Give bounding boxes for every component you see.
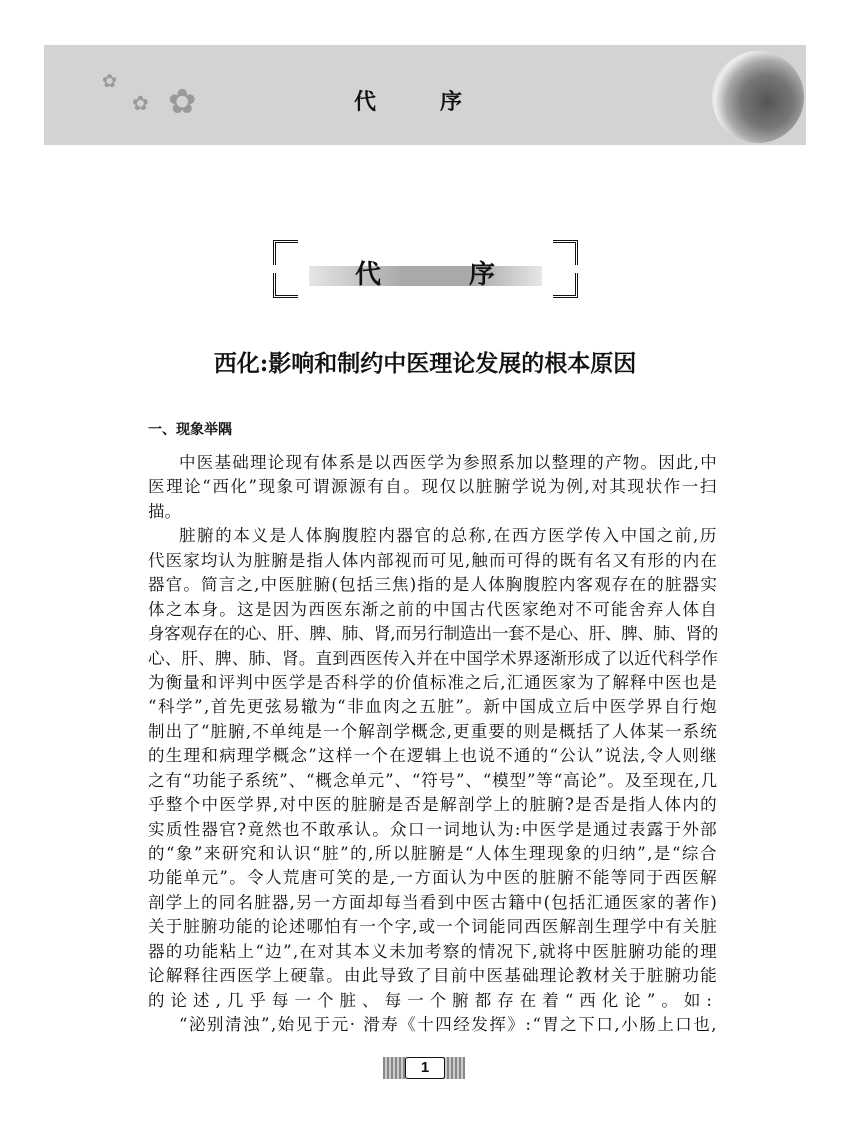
text-line: “泌别清浊”,始见于元· 滑寿《十四经发挥》:“胃之下口,小肠上口也,	[179, 1015, 719, 1035]
flower-icon: ✿	[102, 71, 118, 92]
text-line: 的“象”来研究和认识“脏”的,所以脏腑是“人体生理现象的归纳”,是“综合	[148, 844, 718, 863]
text-line: 体之本身。这是因为西医东渐之前的中国古代医家绝对不可能舍弃人体自	[148, 599, 719, 619]
text-line: 为衡量和评判中医学是否科学的价值标准之后,汇通医家为了解释中医也是	[148, 672, 719, 692]
paragraph	[148, 451, 718, 524]
section-title-frame	[273, 240, 578, 298]
text-line: 身客观存在的心、肝、脾、肺、肾,而另行制造出一套不是心、肝、脾、肺、肾的	[148, 624, 719, 644]
text-line: 关于脏腑功能的论述哪怕有一个字,或一个词能同西医解剖生理学中有关脏	[148, 917, 719, 937]
text-line: 制出了“脏腑,不单纯是一个解剖学概念,更重要的则是概括了人体某一系统	[148, 721, 719, 741]
section-heading: 一、现象举隅	[148, 422, 232, 438]
paragraph	[148, 524, 718, 1013]
section-title-char: 序	[469, 260, 496, 290]
text-line: 功能单元”。令人荒唐可笑的是,一方面认为中医的脏腑不能等同于西医解	[148, 868, 718, 888]
text-line: 乎整个中医学界,对中医的脏腑是否是解剖学上的脏腑?是否是指人体内的	[148, 795, 719, 815]
flower-icon: ✿	[168, 82, 197, 122]
text-line: 脏腑的本义是人体胸腹腔内器官的总称,在西方医学传入中国之前,历	[179, 526, 718, 546]
frame-corner	[273, 240, 298, 265]
frame-corner	[553, 273, 578, 298]
frame-corner	[553, 240, 578, 265]
herb-mortar-image	[712, 51, 804, 143]
section-title-char: 代	[355, 260, 382, 290]
header-title-char: 序	[440, 89, 463, 115]
page-number: 1	[405, 1057, 445, 1079]
text-line: 中医基础理论现有体系是以西医学为参照系加以整理的产物。因此,中	[179, 453, 718, 472]
text-line: 的生理和病理学概念”这样一个在逻辑上也说不通的“公认”说法,令人则继	[148, 746, 718, 766]
text-line: 之有“功能子系统”、“概念单元”、“符号”、“模型”等“高论”。及至现在,几	[148, 770, 718, 790]
text-line: 描。	[148, 501, 181, 521]
text-line: 实质性器官?竟然也不敢承认。众口一词地认为:中医学是通过表露于外部	[148, 819, 718, 839]
flower-icon: ✿	[132, 91, 149, 115]
frame-corner	[273, 273, 298, 298]
text-line: 的论述,几乎每一个脏、每一个腑都存在着“西化论”。如:	[148, 990, 718, 1010]
text-line: 器的功能粘上“边”,在对其本义未加考察的情况下,就将中医脏腑功能的理	[148, 941, 718, 961]
header-title-char: 代	[354, 89, 377, 115]
body-text	[148, 451, 718, 1038]
text-line: “科学”,首先更弦易辙为“非血肉之五脏”。新中国成立后中医学界自行炮	[148, 697, 718, 717]
chapter-header-banner	[44, 45, 806, 145]
text-line: 心、肝、脾、肺、肾。直到西医传入并在中国学术界逐渐形成了以近代科学作	[148, 648, 719, 668]
page-number-ornament	[383, 1057, 465, 1079]
paragraph	[148, 1013, 718, 1037]
text-line: 代医家均认为脏腑是指人体内部视而可见,触而可得的既有名又有形的内在	[148, 550, 719, 570]
frame-shade-bar	[309, 266, 542, 286]
text-line: 医理论“西化”现象可谓源源有自。现仅以脏腑学说为例,对其现状作一扫	[148, 477, 718, 497]
text-line: 器官。简言之,中医脏腑(包括三焦)指的是人体胸腹腔内客观存在的脏器实	[148, 575, 719, 595]
text-line: 剖学上的同名脏器,另一方面却每当看到中医古籍中(包括汇通医家的著作)	[148, 892, 719, 912]
article-title: 西化:影响和制约中医理论发展的根本原因	[213, 350, 637, 377]
text-line: 论解释往西医学上硬靠。由此导致了目前中医基础理论教材关于脏腑功能	[148, 966, 719, 986]
